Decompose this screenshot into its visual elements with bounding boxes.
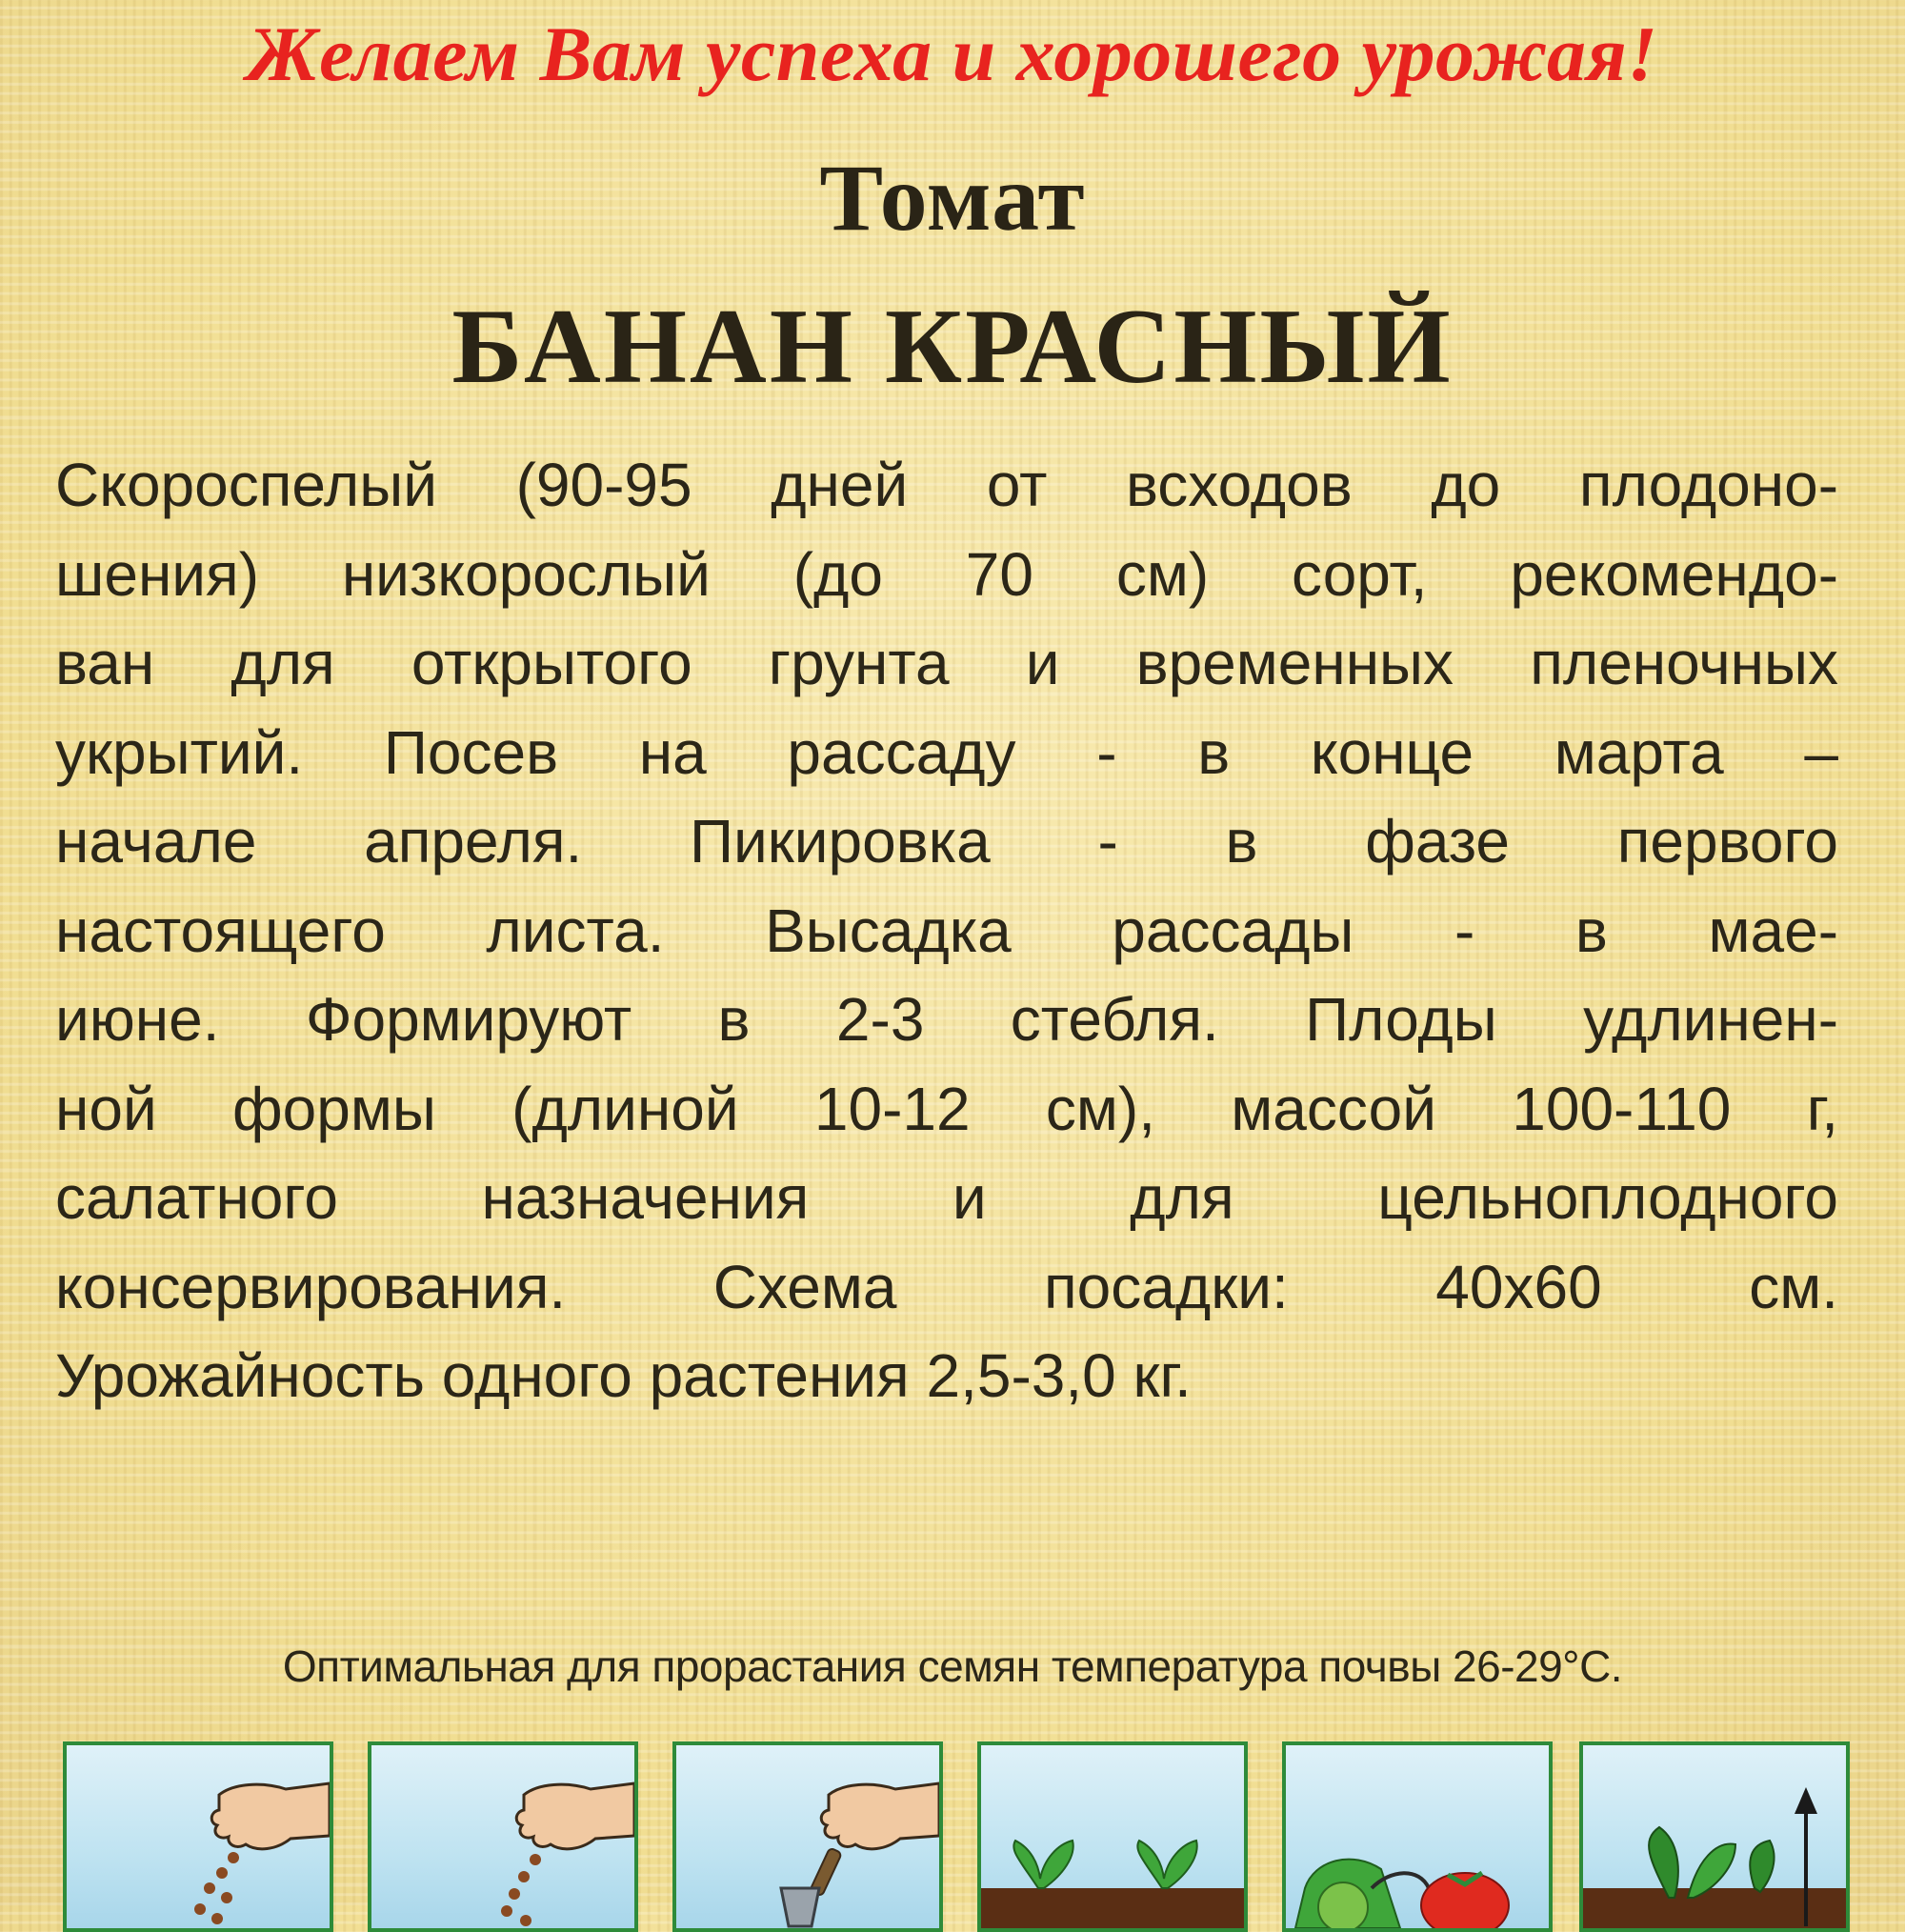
harvest-tomatoes-icon — [1286, 1745, 1549, 1928]
description-line: июне. Формируют в 2-3 стебля. Плоды удлинен- — [55, 985, 1838, 1054]
description-line: начале апреля. Пикировка - в фазе первого — [55, 807, 1838, 875]
step-panel-sowing — [63, 1741, 333, 1932]
description-line: салатного назначения и для цельноплодного — [55, 1163, 1838, 1232]
description-line: консервирования. Схема посадки: 40х60 см. — [55, 1252, 1838, 1321]
plant-growth-arrow-icon — [1583, 1745, 1846, 1928]
step-panel-transplant — [672, 1741, 943, 1932]
step-panel-sowing-soil — [368, 1741, 638, 1932]
description-line: ван для открытого грунта и временных пленочных — [55, 629, 1838, 697]
description-line: Урожайность одного растения 2,5-3,0 кг. — [55, 1341, 1192, 1410]
hand-with-trowel-icon — [676, 1745, 939, 1928]
crop-name: Томат — [819, 145, 1086, 251]
description-line: Скороспелый (90-95 дней от всходов до плодоно- — [55, 451, 1838, 519]
variety-description — [55, 441, 1838, 1421]
variety-name: БАНАН КРАСНЫЙ — [451, 288, 1454, 406]
step-panel-seedlings — [977, 1741, 1248, 1932]
seedlings-in-soil-icon — [981, 1745, 1244, 1928]
hand-sowing-seeds-icon — [67, 1745, 330, 1928]
greeting-slogan: Желаем Вам успеха и хорошего урожая! — [247, 10, 1658, 97]
description-line: шения) низкорослый (до 70 см) сорт, рекомендо- — [55, 539, 1838, 609]
growing-steps-strip — [0, 1741, 1905, 1905]
description-line: ной формы (длиной 10-12 см), массой 100-110 г, — [55, 1074, 1838, 1143]
step-panel-harvest — [1282, 1741, 1553, 1932]
description-line: укрытий. Посев на рассаду - в конце марта – — [55, 717, 1838, 787]
soil-temperature-note: Оптимальная для прорастания семян температура почвы 26-29°С. — [282, 1641, 1623, 1691]
step-panel-growth — [1579, 1741, 1850, 1932]
hand-sowing-seeds-icon — [371, 1745, 634, 1928]
description-line: настоящего листа. Высадка рассады - в мае- — [55, 896, 1838, 965]
